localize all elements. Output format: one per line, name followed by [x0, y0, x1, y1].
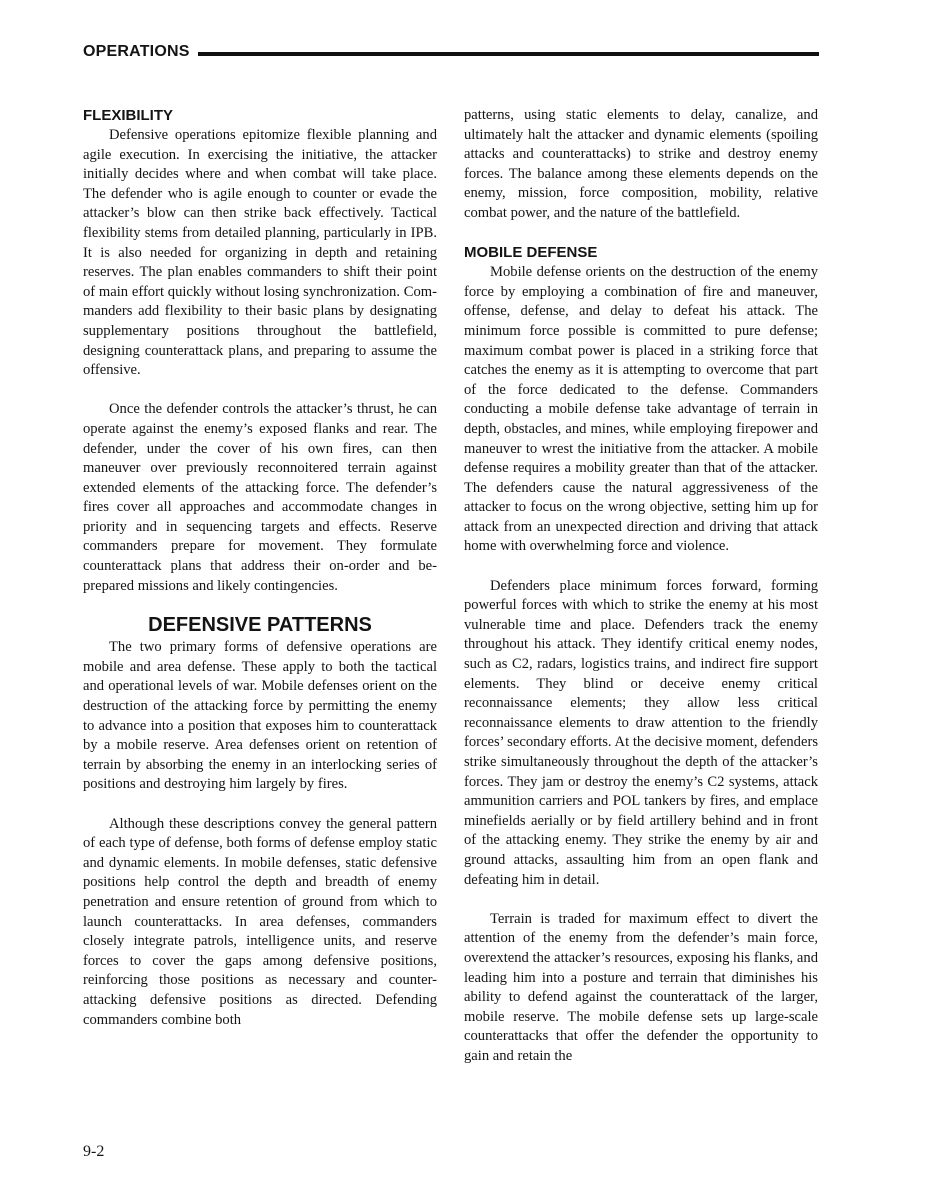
- header-rule: [198, 52, 819, 56]
- spacer: [464, 224, 818, 244]
- left-column: [83, 106, 437, 1030]
- patterns-paragraph-1: The two primary forms of defensive operations are mobile and area defense. These apply to both the tactical and operational levels of war. Mobile defenses orient on the destruction of the attacking force by permitting the enemy to advance into a position that exposes him to counterattack by a mobile reserve. Area defenses orient on retention of terrain by absorbing the enemy in an interlocking series of positions and destroying him largely by fires.: [83, 639, 437, 793]
- patterns-paragraph-2: Although these descriptions convey the general pattern of each type of defense, both forms of defense employ static and dynamic elements. In mobile defenses, static defensive positions help control the depth and breadth of enemy penetration and ensure retention of ground from which to launch counterattacks. In area defenses, commanders closely integrate patrols, intelligence units, and reserve forces to cover the gaps among defensive positions, reinforcing those positions as necessary and counter-attacking defensive positions as directed. Defending commanders combine both: [83, 815, 437, 1028]
- mobile-paragraph-3: Terrain is traded for maximum effect to divert the attention of the enemy from the defender’s main force, overextend the attacker’s resources, exposing his flanks, and leading him into a posture and terrain that diminishes his ability to defend against the counterattack of the larger, mobile reserve. The mobile defense sets up large-scale counterattacks that offer the defender the opportunity to gain and retain the: [464, 910, 818, 1064]
- flexibility-paragraph-1: Defensive operations epitomize flexible planning and agile execution. In exercising the initiative, the attacker initially decides where and when combat will take place. The defender who is agile enough to counter or evade the attacker’s blow can then strike back effectively. Tactical flexibility stems from detailed planning, particularly in IPB. It is also needed for organizing in depth and retaining reserves. The plan enables commanders to shift their point of main effort quickly without losing synchronization. Commanders add flexibility to their basic plans by designating supplementary positions throughout the battlefield, designing counterattack plans, and preparing to assume the offensive.: [83, 127, 437, 379]
- running-header: [83, 41, 819, 63]
- mobile-defense-heading: MOBILE DEFENSE: [464, 244, 598, 262]
- mobile-paragraph-2: Defenders place minimum forces forward, forming powerful forces with which to strike the enemy at his most vulnerable time and place. Defenders track the enemy throughout his attack. They identify critical enemy nodes, such as C2, radars, logistics trains, and indirect fire support elements. They blind or deceive enemy critical reconnaissance elements; they allow less critical reconnaissance elements to draw attention to the friendly forces’ secondary efforts. At the decisive moment, defenders strike simultaneously throughout the depth of the attacker’s forces. They jam or destroy the enemy’s C2 systems, attack ammunition carriers and POL tankers by fires, and emplace minefields aerially or by field artillery behind and in front of the attacking enemy. They strike the enemy by air and ground attacks, assaulting him from an open flank and defeating him in detail.: [464, 577, 818, 888]
- defensive-patterns-heading: DEFENSIVE PATTERNS: [148, 614, 372, 637]
- patterns-continuation: patterns, using static elements to delay, canalize, and ultimately halt the attacker and dynamic elements (spoiling attacks and counterattacks) to strike and destroy enemy forces. The balance among these elements depends on the enemy, mission, force composition, mobility, relative combat power, and the nature of the battlefield.: [464, 107, 818, 221]
- flexibility-heading: FLEXIBILITY: [83, 107, 173, 124]
- header-title: OPERATIONS: [83, 43, 190, 60]
- page-number: 9-2: [83, 1143, 105, 1160]
- right-column: [464, 106, 818, 1067]
- mobile-paragraph-1: Mobile defense orients on the destruction of the enemy force by employing a combination of fire and maneuver, offense, defense, and delay to defeat his attack. The minimum force possible is committed to pure defense; maximum combat power is placed in a striking force that catches the enemy as it is attempting to overcome that part of the force dedicated to the defense. Commanders conducting a mobile defense take advantage of terrain in depth, obstacles, and mines, while employing firepower and maneuver to wrest the initiative from the attacker. A mobile defense requires a mobility greater than that of the attacker. The defenders cause the natural aggressiveness of the attacker to focus on the wrong objective, setting him up for attack from an unexpected direction and driving that attack home with overwhelming force and violence.: [464, 264, 818, 555]
- flexibility-paragraph-2: Once the defender controls the attacker’s thrust, he can operate against the enemy’s exposed flanks and rear. The defender, under the cover of his own fires, can then maneuver over previously reconnoitered terrain against extended elements of the attacking force. The defender’s fires cover all approaches and accommodate changes in priority and in sequencing targets and effects. Reserve commanders prepare for movement. They formulate counterattack plans that address their on-order and be-prepared missions and likely contingencies.: [83, 401, 437, 594]
